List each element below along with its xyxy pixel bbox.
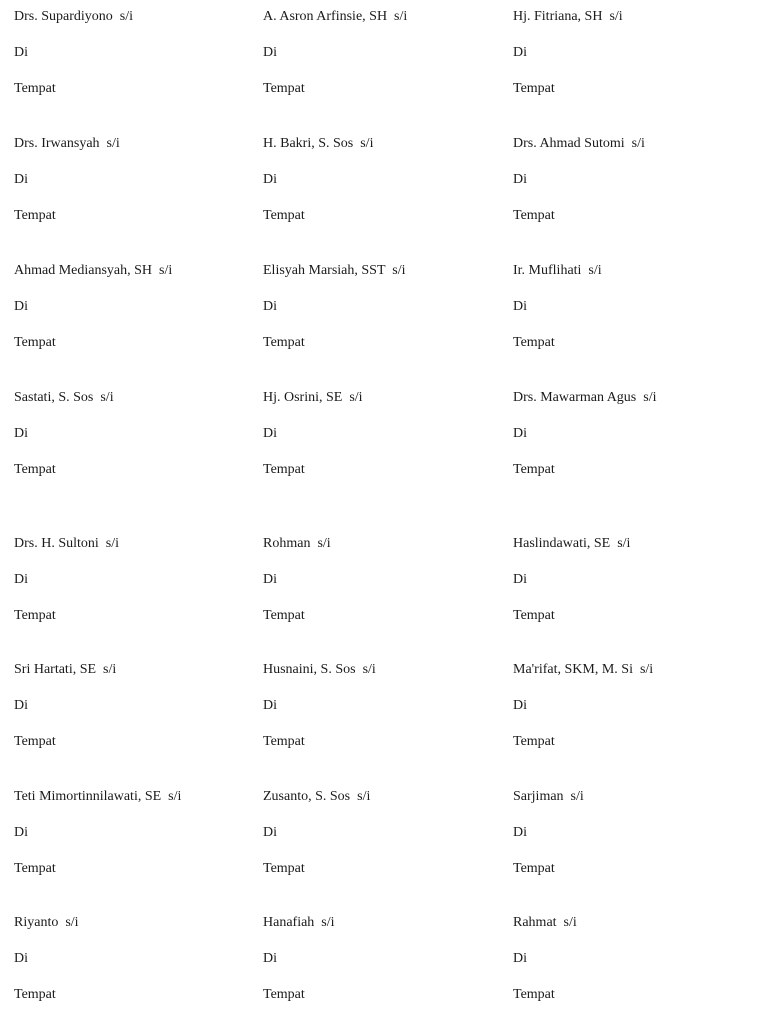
recipient-name: Sarjiman s/i: [513, 789, 584, 804]
address-label: [513, 662, 753, 752]
recipient-name: Ir. Muflihati s/i: [513, 263, 602, 278]
address-label: [14, 9, 254, 99]
address-label: [14, 263, 254, 353]
recipient-prefix: Di: [14, 698, 28, 713]
recipient-prefix: Di: [513, 951, 527, 966]
recipient-prefix: Di: [14, 951, 28, 966]
address-label: [513, 390, 753, 480]
recipient-place: Tempat: [263, 987, 305, 1002]
recipient-prefix: Di: [263, 299, 277, 314]
recipient-prefix: Di: [14, 45, 28, 60]
recipient-place: Tempat: [263, 462, 305, 477]
recipient-place: Tempat: [263, 608, 305, 623]
recipient-prefix: Di: [513, 572, 527, 587]
recipient-prefix: Di: [14, 572, 28, 587]
recipient-place: Tempat: [263, 861, 305, 876]
recipient-place: Tempat: [263, 335, 305, 350]
recipient-prefix: Di: [263, 172, 277, 187]
address-label: [513, 9, 753, 99]
recipient-place: Tempat: [263, 208, 305, 223]
recipient-name: A. Asron Arfinsie, SH s/i: [263, 9, 408, 24]
recipient-name: Sri Hartati, SE s/i: [14, 662, 117, 677]
recipient-prefix: Di: [14, 426, 28, 441]
recipient-place: Tempat: [14, 462, 56, 477]
recipient-name: Teti Mimortinnilawati, SE s/i: [14, 789, 182, 804]
address-label: [263, 536, 503, 626]
recipient-name: Drs. Mawarman Agus s/i: [513, 390, 657, 405]
address-label: [513, 263, 753, 353]
address-label: [14, 789, 254, 879]
recipient-place: Tempat: [513, 734, 555, 749]
address-label: [513, 536, 753, 626]
recipient-name: Ahmad Mediansyah, SH s/i: [14, 263, 173, 278]
address-label: [263, 263, 503, 353]
recipient-place: Tempat: [513, 861, 555, 876]
recipient-place: Tempat: [513, 987, 555, 1002]
recipient-prefix: Di: [513, 172, 527, 187]
recipient-prefix: Di: [263, 572, 277, 587]
recipient-place: Tempat: [14, 608, 56, 623]
recipient-prefix: Di: [14, 825, 28, 840]
recipient-prefix: Di: [263, 698, 277, 713]
address-label: [14, 136, 254, 226]
recipient-name: Sastati, S. Sos s/i: [14, 390, 114, 405]
address-label: [263, 662, 503, 752]
recipient-name: Elisyah Marsiah, SST s/i: [263, 263, 406, 278]
recipient-prefix: Di: [14, 172, 28, 187]
address-label: [513, 136, 753, 226]
recipient-place: Tempat: [14, 335, 56, 350]
recipient-place: Tempat: [513, 335, 555, 350]
recipient-place: Tempat: [513, 81, 555, 96]
recipient-prefix: Di: [14, 299, 28, 314]
address-label: [263, 915, 503, 1005]
address-label: [263, 9, 503, 99]
recipient-name: Ma'rifat, SKM, M. Si s/i: [513, 662, 654, 677]
address-label: [263, 136, 503, 226]
recipient-name: Rahmat s/i: [513, 915, 577, 930]
address-label: [14, 536, 254, 626]
address-label: [513, 915, 753, 1005]
recipient-prefix: Di: [513, 45, 527, 60]
recipient-place: Tempat: [14, 81, 56, 96]
recipient-place: Tempat: [513, 608, 555, 623]
recipient-prefix: Di: [513, 698, 527, 713]
recipient-name: Rohman s/i: [263, 536, 331, 551]
recipient-place: Tempat: [263, 734, 305, 749]
recipient-prefix: Di: [513, 825, 527, 840]
recipient-name: H. Bakri, S. Sos s/i: [263, 136, 374, 151]
recipient-place: Tempat: [14, 987, 56, 1002]
address-label: [513, 789, 753, 879]
recipient-prefix: Di: [263, 951, 277, 966]
recipient-prefix: Di: [513, 426, 527, 441]
recipient-name: Drs. Supardiyono s/i: [14, 9, 133, 24]
recipient-name: Husnaini, S. Sos s/i: [263, 662, 376, 677]
recipient-prefix: Di: [263, 45, 277, 60]
address-label: [14, 390, 254, 480]
recipient-name: Riyanto s/i: [14, 915, 79, 930]
address-label: [263, 789, 503, 879]
recipient-prefix: Di: [263, 825, 277, 840]
recipient-place: Tempat: [14, 734, 56, 749]
recipient-place: Tempat: [14, 208, 56, 223]
recipient-name: Drs. H. Sultoni s/i: [14, 536, 120, 551]
recipient-name: Hanafiah s/i: [263, 915, 335, 930]
address-label: [263, 390, 503, 480]
recipient-place: Tempat: [263, 81, 305, 96]
recipient-name: Drs. Irwansyah s/i: [14, 136, 120, 151]
address-label: [14, 915, 254, 1005]
recipient-name: Hj. Osrini, SE s/i: [263, 390, 363, 405]
recipient-name: Drs. Ahmad Sutomi s/i: [513, 136, 645, 151]
recipient-prefix: Di: [513, 299, 527, 314]
recipient-name: Zusanto, S. Sos s/i: [263, 789, 371, 804]
recipient-prefix: Di: [263, 426, 277, 441]
recipient-place: Tempat: [14, 861, 56, 876]
recipient-place: Tempat: [513, 462, 555, 477]
recipient-place: Tempat: [513, 208, 555, 223]
recipient-name: Hj. Fitriana, SH s/i: [513, 9, 623, 24]
recipient-name: Haslindawati, SE s/i: [513, 536, 631, 551]
address-label: [14, 662, 254, 752]
